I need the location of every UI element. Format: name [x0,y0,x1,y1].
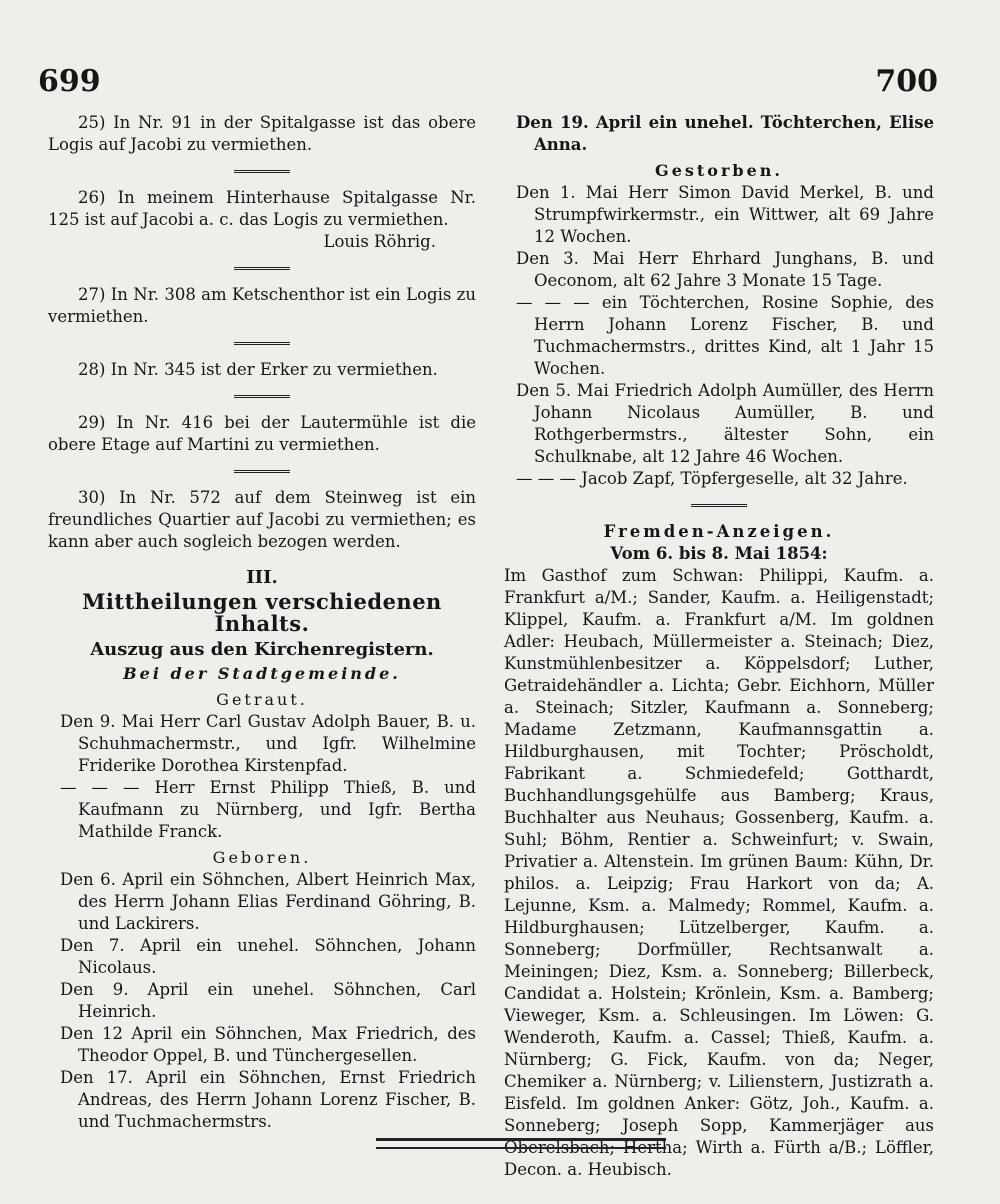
fremden-heading: Fremden-Anzeigen. [603,522,835,541]
death-entry: — — — Jacob Zapf, Töpfergeselle, alt 32 Jahre. [516,469,908,488]
ad-25: 25) In Nr. 91 in der Spitalgasse ist das obere Logis auf Jacobi zu vermiethen. [48,113,476,154]
ad-26: 26) In meinem Hinterhause Spitalgasse Nr. 125 ist auf Jacobi a. c. das Logis zu vermiethen. [48,188,476,229]
ad-27: 27) In Nr. 308 am Ketschenthor ist ein Logis zu vermiethen. [48,285,476,326]
marriage-entry: — — — Herr Ernst Philipp Thieß, B. und Kaufmann zu Nürnberg, und Igfr. Bertha Mathilde Franck. [60,778,476,841]
bottom-double-rule [376,1138,666,1149]
marriage-entry: Den 9. Mai Herr Carl Gustav Adolph Bauer, B. u. Schuhmachermstr., und Igfr. Wilhelmine Friderike Dorothea Kirstenpfad. [60,712,476,775]
section-title: Mittheilungen verschiedenen Inhalts. [82,589,442,636]
gestorben-heading: Gestorben. [655,161,783,180]
birth-entry: Den 6. April ein Söhnchen, Albert Heinrich Max, des Herrn Johann Elias Ferdinand Göhring, B. und Lackirers. [60,870,476,933]
fremden-list: Im Gasthof zum Schwan: Philippi, Kaufm. a. Frankfurt a/M.; Sander, Kaufm. a. Heiligenstadt; Klippel, Kaufm. a. Frankfurt a/M. Im goldnen Adler: Heubach, Müllermeister a. Steinach; Diez, Kunstmühlenbesitzer a. Köppelsdorf; Luther, Getraidehändler a. Lichta; Gebr. Eichhorn, Müller a. Steinach; Sitzler, Kaufmann a. Sonneberg; Madame Zetzmann, Kaufmannsgattin a. Hildburghausen, mit Tochter; Pröscholdt, Fabrikant a. Schmiedefeld; Gotthardt, Buchhandlungsgehülfe aus Bamberg; Kraus, Buchhalter aus Neuhaus; Gossenberg, Kaufm. a. Suhl; Böhm, Rentier a. Schweinfurt; v. Swain, Privatier a. Altenstein. Im grünen Baum: Kühn, Dr. philos. a. Leipzig; Frau Harkort von da; A. Lejunne, Ksm. a. Malmedy; Rommel, Kaufm. a. Hildburghausen; Lützelberger, Kaufm. a. Sonneberg; Dorfmüller, Rechtsanwalt a. Meiningen; Diez, Ksm. a. Sonneberg; Billerbeck, Candidat a. Holstein; Krönlein, Ksm. a. Bamberg; Vieweger, Ksm. a. Schleusingen. Im Löwen: G. Wenderoth, Kaufm. a. Cassel; Thieß, Kaufm. a. Nürnberg; G. Fick, Kaufm. von da; Neger, Chemiker a. Nürnberg; v. Lilienstern, Justizrath a. Eisfeld. Im goldnen Anker: Götz, Joh., Kaufm. a. Sonneberg; Joseph Sopp, Kammerjäger aus Oberelsbach; Hertha; Wirth a. Fürth a/B.; Löffler, Decon. a. Heubisch. [504,566,934,1179]
section-number: III. [246,567,278,588]
left-column [48,112,476,1133]
ad-26-signature: Louis Röhrig. [323,232,436,251]
page-number-left: 699 [38,64,101,99]
geboren-heading: Geboren. [212,848,312,867]
death-entry: Den 5. Mai Friedrich Adolph Aumüller, des Herrn Johann Nicolaus Aumüller, B. und Rothgerbermstrs., ältester Sohn, ein Schulknabe, alt 12 Jahre 46 Wochen. [516,381,934,466]
birth-entry: Den 7. April ein unehel. Söhnchen, Johann Nicolaus. [60,936,476,977]
death-entry: Den 1. Mai Herr Simon David Merkel, B. und Strumpfwirkermstr., ein Wittwer, alt 69 Jahre 12 Wochen. [516,183,934,246]
birth-entry: Den 9. April ein unehel. Söhnchen, Carl Heinrich. [60,980,476,1021]
separator-rule [691,504,747,507]
ad-30: 30) In Nr. 572 auf dem Steinweg ist ein freundliches Quartier auf Jacobi zu vermiethen; es kann aber auch sogleich bezogen werden. [48,488,476,551]
death-entry: Den 3. Mai Herr Ehrhard Junghans, B. und Oeconom, alt 62 Jahre 3 Monate 15 Tage. [516,249,934,290]
getraut-heading: Getraut. [216,690,308,709]
separator-rule [234,170,290,173]
birth-entry: Den 12 April ein Söhnchen, Max Friedrich, des Theodor Oppel, B. und Tünchergesellen. [60,1024,476,1065]
page-number-right: 700 [875,64,938,99]
birth-entry: Den 17. April ein Söhnchen, Ernst Friedrich Andreas, des Herrn Johann Lorenz Fischer, B. und Tuchmachermstrs. [60,1068,476,1131]
separator-rule [234,267,290,270]
separator-rule [234,470,290,473]
ad-28: 28) In Nr. 345 ist der Erker zu vermiethen. [78,360,438,379]
right-column [504,112,934,1181]
ad-29: 29) In Nr. 416 bei der Lautermühle ist die obere Etage auf Martini zu vermiethen. [48,413,476,454]
parish-heading: Bei der Stadtgemeinde. [123,664,401,683]
subsection-title: Auszug aus den Kirchenregistern. [90,639,434,660]
death-entry: — — — ein Töchterchen, Rosine Sophie, des Herrn Johann Lorenz Fischer, B. und Tuchmachermstrs., drittes Kind, alt 1 Jahr 15 Wochen. [516,293,934,378]
separator-rule [234,395,290,398]
separator-rule [234,342,290,345]
fremden-date: Vom 6. bis 8. Mai 1854: [610,544,828,563]
birth-entry: Den 19. April ein unehel. Töchterchen, Elise Anna. [516,113,934,154]
